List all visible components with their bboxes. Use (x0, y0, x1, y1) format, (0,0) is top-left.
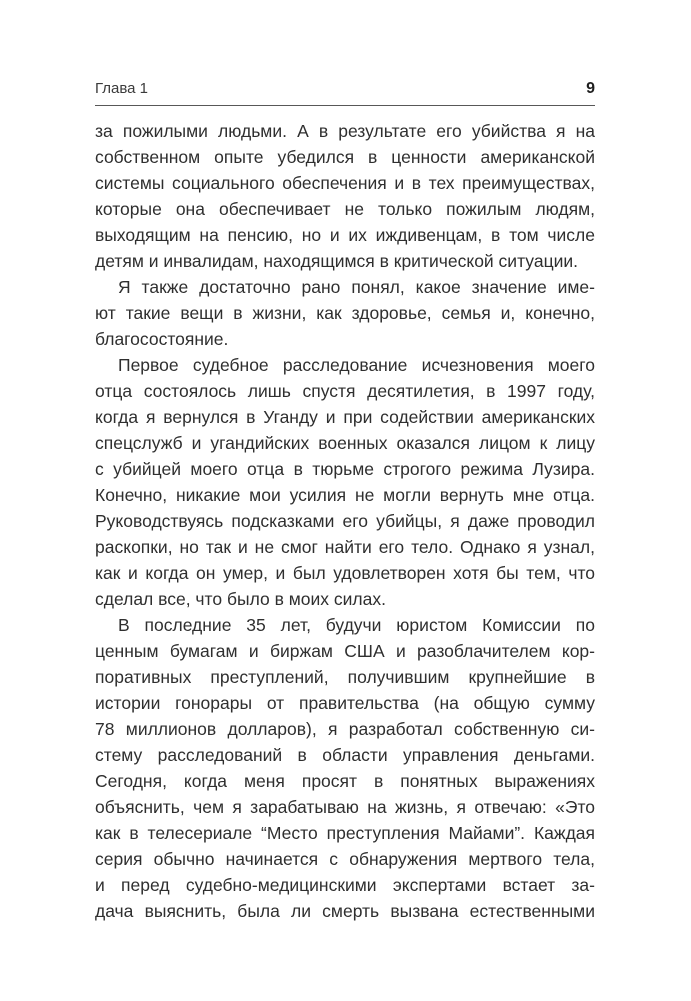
page-number: 9 (586, 80, 595, 97)
text-line: ценным бумагам и биржам США и разоблачителем кор- (95, 641, 595, 661)
paragraph (95, 274, 595, 352)
paragraph (95, 352, 595, 612)
text-line: истории гонорары от правительства (на общую сумму (95, 693, 595, 713)
text-line: собственном опыте убедился в ценности американской (95, 147, 595, 167)
text-line: Руководствуясь подсказками его убийцы, я даже проводил (95, 511, 595, 531)
text-line: дача выяснить, была ли смерть вызвана естественными (95, 901, 595, 921)
text-line: стему расследований в области управления деньгами. (95, 745, 595, 765)
text-line: как в телесериале “Место преступления Майами”. Каждая (95, 823, 595, 843)
text-line: как и когда он умер, и был удовлетворен хотя бы тем, что (95, 563, 595, 583)
text-line: объяснить, чем я зарабатываю на жизнь, я отвечаю: «Это (95, 797, 595, 817)
text-line: Сегодня, когда меня просят в понятных выражениях (95, 771, 595, 791)
text-line: за пожилыми людьми. А в результате его убийства я на (95, 121, 595, 141)
paragraph (95, 118, 595, 274)
page-body (95, 118, 595, 924)
text-line: спецслужб и угандийских военных оказался лицом к лицу (95, 433, 595, 453)
text-line: и перед судебно-медицинскими экспертами встает за- (95, 875, 595, 895)
text-line: благосостояние. (95, 329, 229, 349)
page-content (95, 0, 595, 924)
text-line: ют такие вещи в жизни, как здоровье, семья и, конечно, (95, 303, 595, 323)
text-line: 78 миллионов долларов), я разработал собственную си- (95, 719, 595, 739)
text-line: отца состоялось лишь спустя десятилетия, в 1997 году, (95, 381, 595, 401)
text-line: поративных преступлений, получившим крупнейшие в (95, 667, 595, 687)
chapter-label: Глава 1 (95, 80, 149, 97)
paragraph (95, 612, 595, 924)
text-line: раскопки, но так и не смог найти его тело. Однако я узнал, (95, 537, 595, 557)
text-line: системы социального обеспечения и в тех преимуществах, (95, 173, 595, 193)
text-line: которые она обеспечивает не только пожилым людям, (95, 199, 595, 219)
text-line: Первое судебное расследование исчезновения моего (118, 355, 595, 375)
running-head (95, 0, 595, 106)
text-line: выходящим на пенсию, но и их иждивенцам, в том числе (95, 225, 595, 245)
text-line: детям и инвалидам, находящимся в критической ситуации. (95, 251, 579, 271)
text-line: Конечно, никакие мои усилия не могли вернуть мне отца. (95, 485, 595, 505)
text-line: сделал все, что было в моих силах. (95, 589, 386, 609)
text-line: с убийцей моего отца в тюрьме строгого режима Лузира. (95, 459, 595, 479)
text-line: В последние 35 лет, будучи юристом Комиссии по (118, 615, 595, 635)
text-line: Я также достаточно рано понял, какое значение име- (118, 277, 595, 297)
text-line: серия обычно начинается с обнаружения мертвого тела, (95, 849, 595, 869)
text-line: когда я вернулся в Уганду и при содействии американских (95, 407, 595, 427)
